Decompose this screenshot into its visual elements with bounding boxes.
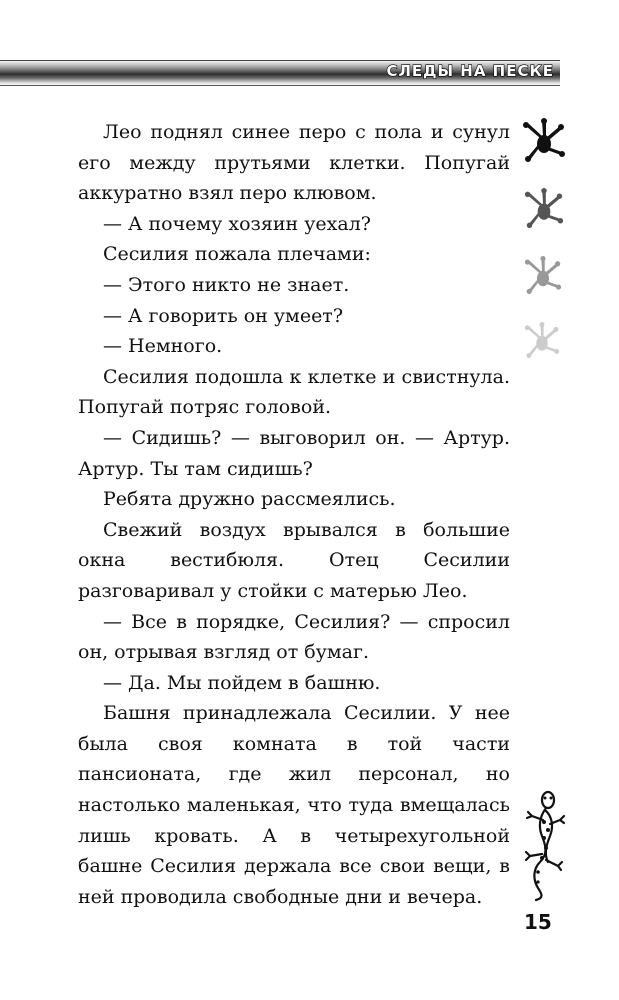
paragraph: Свежий воздух врывался в большие окна вестибюля. Отец Сесилии разговаривал у стойки с матерью Лео. (78, 518, 510, 602)
paragraph: Сесилия пожала плечами: (103, 243, 371, 266)
paragraph: Башня принадлежала Сесилии. У нее была своя комната в той части пансионата, где жил персонал, но настолько маленькая, что туда вмещалась лишь кровать. А в четырехугольной башне Сесилия держала все свои вещи, в ней проводила свободные дни и вечера. (78, 702, 510, 908)
body-text (78, 117, 510, 912)
paragraph: — Этого никто не знает. (103, 273, 350, 296)
lizard-icon (514, 790, 566, 902)
paragraph: — Сидишь? — выговорил он. — Артур. Артур. Ты там сидишь? (78, 426, 510, 480)
paragraph: — Да. Мы пойдем в башню. (103, 671, 381, 694)
page-number: 15 (524, 910, 552, 934)
paragraph: — Все в порядке, Сесилия? — спросил он, отрывая взгляд от бумаг. (78, 610, 510, 664)
paragraph: — Немного. (103, 335, 223, 358)
paragraph: — А говорить он умеет? (103, 304, 344, 327)
running-header-bar (0, 60, 560, 86)
paragraph: Сесилия подошла к клетке и свистнула. Попугай потряс головой. (78, 365, 510, 419)
footprint-icon (522, 188, 566, 228)
paragraph: Ребята дружно рассмеялись. (103, 488, 396, 511)
footprint-icon (520, 118, 568, 162)
footprint-icon (522, 256, 564, 294)
paragraph: Лео поднял синее перо с пола и сунул его между прутьями клетки. Попугай аккуратно взял перо клювом. (78, 121, 510, 205)
footprint-icon (522, 322, 562, 358)
running-header-title: СЛЕДЫ НА ПЕСКЕ (386, 62, 554, 80)
paragraph: — А почему хозяин уехал? (103, 212, 371, 235)
